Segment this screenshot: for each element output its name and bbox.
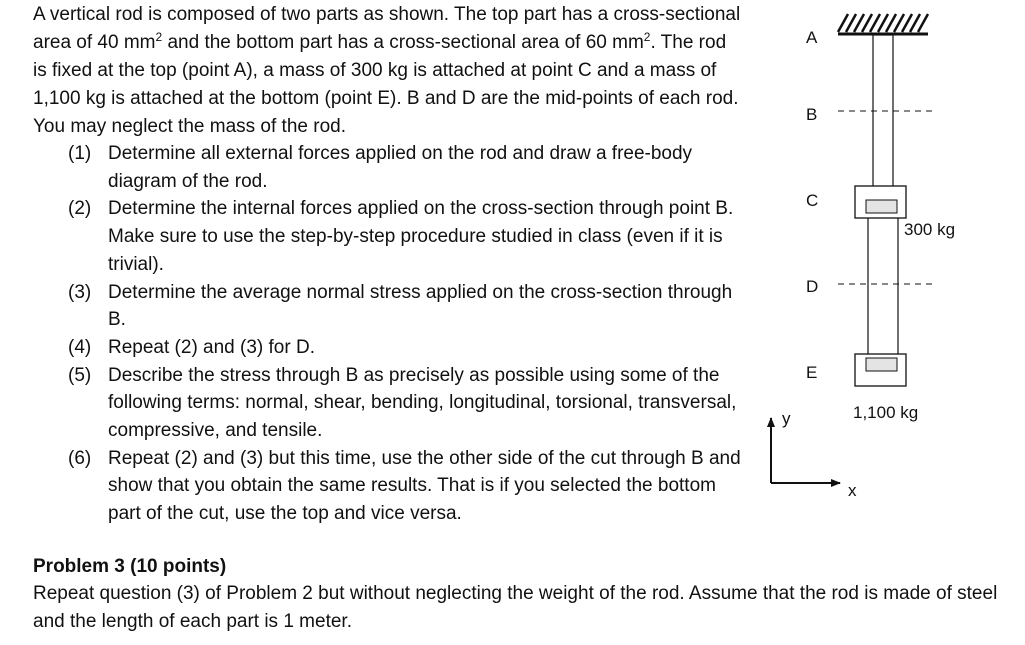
question-item	[68, 140, 748, 195]
mass-label-c: 300 kg	[904, 220, 956, 239]
question-text: Determine the average normal stress applied on the cross-section through B.	[108, 281, 733, 331]
question-list	[68, 140, 748, 528]
upper-rod-segment	[873, 35, 893, 187]
question-number: (5)	[68, 364, 92, 386]
question-text: Determine the internal forces applied on the cross-section through point B. Make sure to use the step-by-step procedure studied in class (even if it is trivial).	[108, 198, 734, 275]
question-item	[68, 362, 748, 445]
intro-text-2: and the bottom part has a cross-sectional area of 60 mm	[162, 32, 644, 53]
label-point-c: C	[806, 191, 819, 210]
label-point-d: D	[806, 277, 819, 296]
intro-text-3: . The rod is fixed at the top (point A), a mass of 300 kg is attached at point C and a mass of 1,100 kg is attached at the bottom (point E). B and D are the mid-points of each rod. You may neglect the mass of the rod.	[33, 32, 739, 137]
mass-block-e	[855, 354, 906, 386]
question-number: (3)	[68, 281, 92, 303]
label-point-e: E	[806, 363, 818, 382]
question-item	[68, 445, 748, 528]
problem-2-intro	[33, 1, 743, 141]
y-axis-label: y	[782, 409, 791, 428]
label-point-a: A	[806, 28, 818, 47]
question-item	[68, 334, 748, 362]
coordinate-axes	[771, 409, 857, 500]
area-exponent-1: 2	[155, 30, 163, 44]
lower-rod-segment	[868, 215, 898, 355]
problem-3-title: Problem 3 (10 points)	[33, 556, 227, 577]
area-exponent-2: 2	[643, 30, 651, 44]
question-text: Determine all external forces applied on the rod and draw a free-body diagram of the rod.	[108, 143, 693, 192]
question-item	[68, 279, 748, 334]
question-text: Describe the stress through B as precisely as possible using some of the following terms: normal, shear, bending, longitudinal, torsional, transversal, compressive, and tensile.	[108, 364, 737, 442]
question-text: Repeat (2) and (3) for D.	[108, 336, 315, 358]
label-point-b: B	[806, 105, 818, 124]
mass-block-c	[855, 186, 906, 218]
question-number: (2)	[68, 198, 92, 220]
mass-label-e: 1,100 kg	[853, 403, 919, 422]
problem-3-body: Repeat question (3) of Problem 2 but without neglecting the weight of the rod. Assume that the rod is made of steel and the length of each part is 1 meter.	[33, 583, 998, 632]
x-axis-label: x	[848, 481, 857, 500]
question-number: (6)	[68, 447, 92, 469]
question-item	[68, 195, 748, 278]
intro-text-1: A vertical rod is composed of two parts as shown. The top part has a cross-sectional area of 40 mm	[33, 4, 741, 53]
question-number: (4)	[68, 336, 92, 358]
fixed-support-hatch	[838, 14, 928, 34]
question-text: Repeat (2) and (3) but this time, use the other side of the cut through B and show that you obtain the same results. That is if you selected the bottom part of the cut, use the top and vice versa.	[108, 447, 741, 525]
question-number: (1)	[68, 143, 92, 164]
